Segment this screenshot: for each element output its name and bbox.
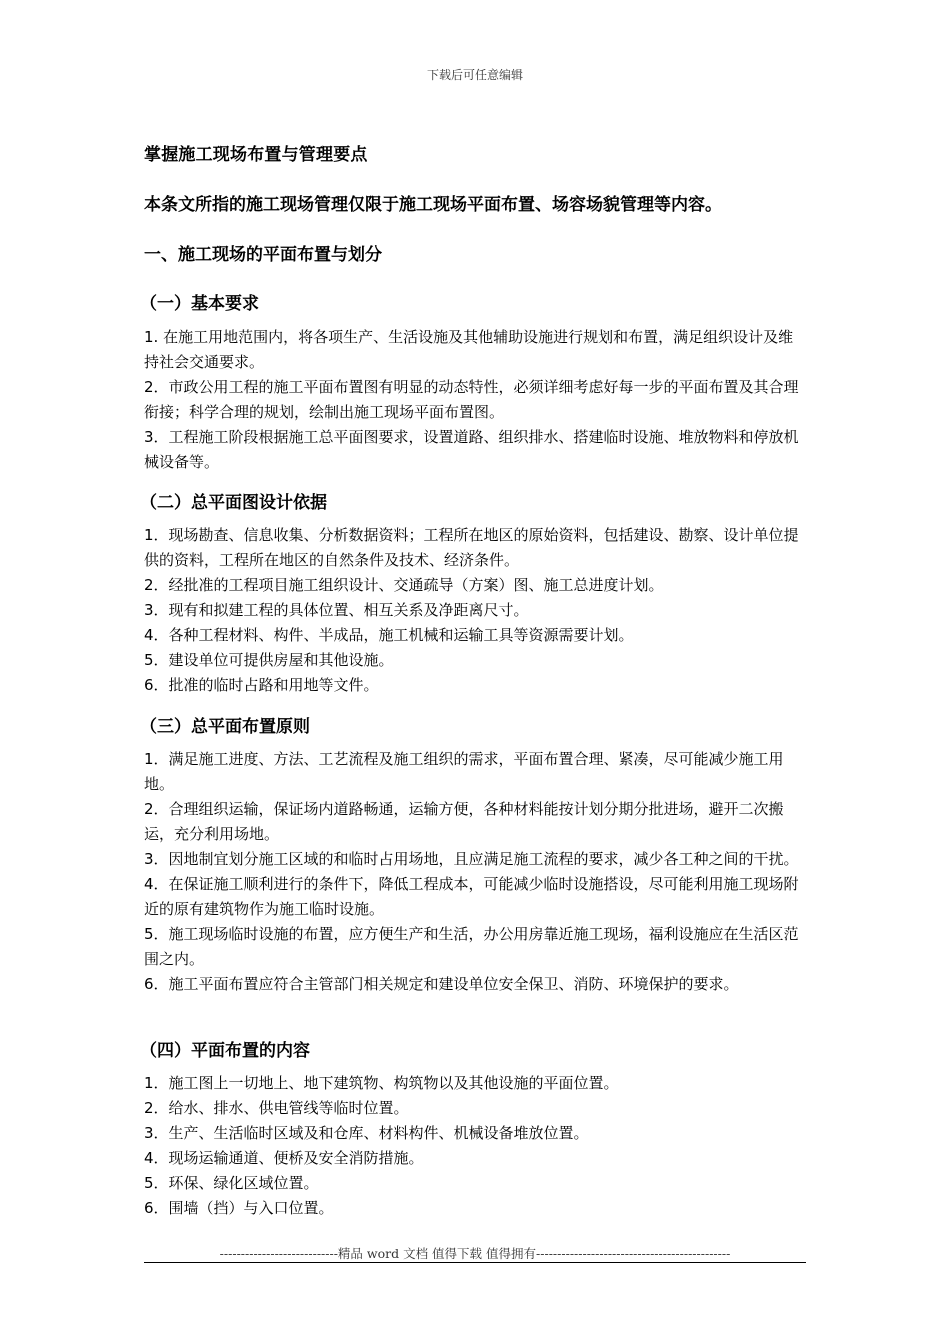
list-item: 3．生产、生活临时区域及和仓库、材料构件、机械设备堆放位置。: [144, 1124, 589, 1142]
subsection-heading-layout-content: （四）平面布置的内容: [140, 1041, 310, 1061]
list-design-basis: [144, 523, 806, 698]
subsection-heading-design-basis: （二）总平面图设计依据: [140, 493, 327, 513]
list-item: 1. 在施工用地范围内，将各项生产、生活设施及其他辅助设施进行规划和布置，满足组织设计及维持社会交通要求。: [144, 328, 794, 371]
list-item: 2．经批准的工程项目施工组织设计、交通疏导（方案）图、施工总进度计划。: [144, 576, 664, 594]
list-item: 5．环保、绿化区域位置。: [144, 1174, 319, 1192]
list-item: 4．在保证施工顺利进行的条件下，降低工程成本，可能减少临时设施搭设，尽可能利用施工现场附近的原有建筑物作为施工临时设施。: [144, 875, 799, 918]
list-item: 3．现有和拟建工程的具体位置、相互关系及净距离尺寸。: [144, 601, 529, 619]
list-item: 6．施工平面布置应符合主管部门相关规定和建设单位安全保卫、消防、环境保护的要求。: [144, 975, 739, 993]
list-item: 4．各种工程材料、构件、半成品，施工机械和运输工具等资源需要计划。: [144, 626, 634, 644]
subsection-heading-basic-requirements: （一）基本要求: [140, 294, 259, 314]
list-item: 3．工程施工阶段根据施工总平面图要求，设置道路、组织排水、搭建临时设施、堆放物料和停放机械设备等。: [144, 428, 799, 471]
list-item: 1．满足施工进度、方法、工艺流程及施工组织的需求，平面布置合理、紧凑，尽可能减少施工用地。: [144, 750, 784, 793]
list-item: 5．建设单位可提供房屋和其他设施。: [144, 651, 394, 669]
document-title: 掌握施工现场布置与管理要点: [144, 145, 368, 165]
list-item: 3．因地制宜划分施工区域的和临时占用场地，且应满足施工流程的要求，减少各工种之间的干扰。: [144, 850, 799, 868]
list-item: 5．施工现场临时设施的布置，应方便生产和生活，办公用房靠近施工现场，福利设施应在生活区范围之内。: [144, 925, 799, 968]
list-item: 2．市政公用工程的施工平面布置图有明显的动态特性，必须详细考虑好每一步的平面布置及其合理衔接；科学合理的规划，绘制出施工现场平面布置图。: [144, 378, 799, 421]
list-layout-content: [144, 1071, 806, 1221]
list-layout-principles: [144, 747, 806, 997]
list-item: 6．批准的临时占路和用地等文件。: [144, 676, 379, 694]
list-item: 2．合理组织运输，保证场内道路畅通，运输方便，各种材料能按计划分期分批进场，避开二次搬运，充分利用场地。: [144, 800, 784, 843]
list-item: 4．现场运输通道、便桥及安全消防措施。: [144, 1149, 424, 1167]
list-basic-requirements: [144, 325, 806, 475]
page-header: 下载后可任意编辑: [426, 68, 523, 82]
list-item: 6．围墙（挡）与入口位置。: [144, 1199, 334, 1217]
list-item: 1．施工图上一切地上、地下建筑物、构筑物以及其他设施的平面位置。: [144, 1074, 619, 1092]
list-item: 1．现场勘查、信息收集、分析数据资料；工程所在地区的原始资料，包括建设、勘察、设计单位提供的资料，工程所在地区的自然条件及技术、经济条件。: [144, 526, 799, 569]
footer-divider: [144, 1262, 806, 1263]
section-heading-1: 一、施工现场的平面布置与划分: [144, 245, 382, 265]
list-item: 2．给水、排水、供电管线等临时位置。: [144, 1099, 409, 1117]
subsection-heading-layout-principles: （三）总平面布置原则: [140, 717, 310, 737]
page-footer: ----------------------------精品 word 文档 值得下载 值得拥有----------------------------------------------: [219, 1246, 731, 1261]
document-intro: 本条文所指的施工现场管理仅限于施工现场平面布置、场容场貌管理等内容。: [144, 195, 722, 215]
